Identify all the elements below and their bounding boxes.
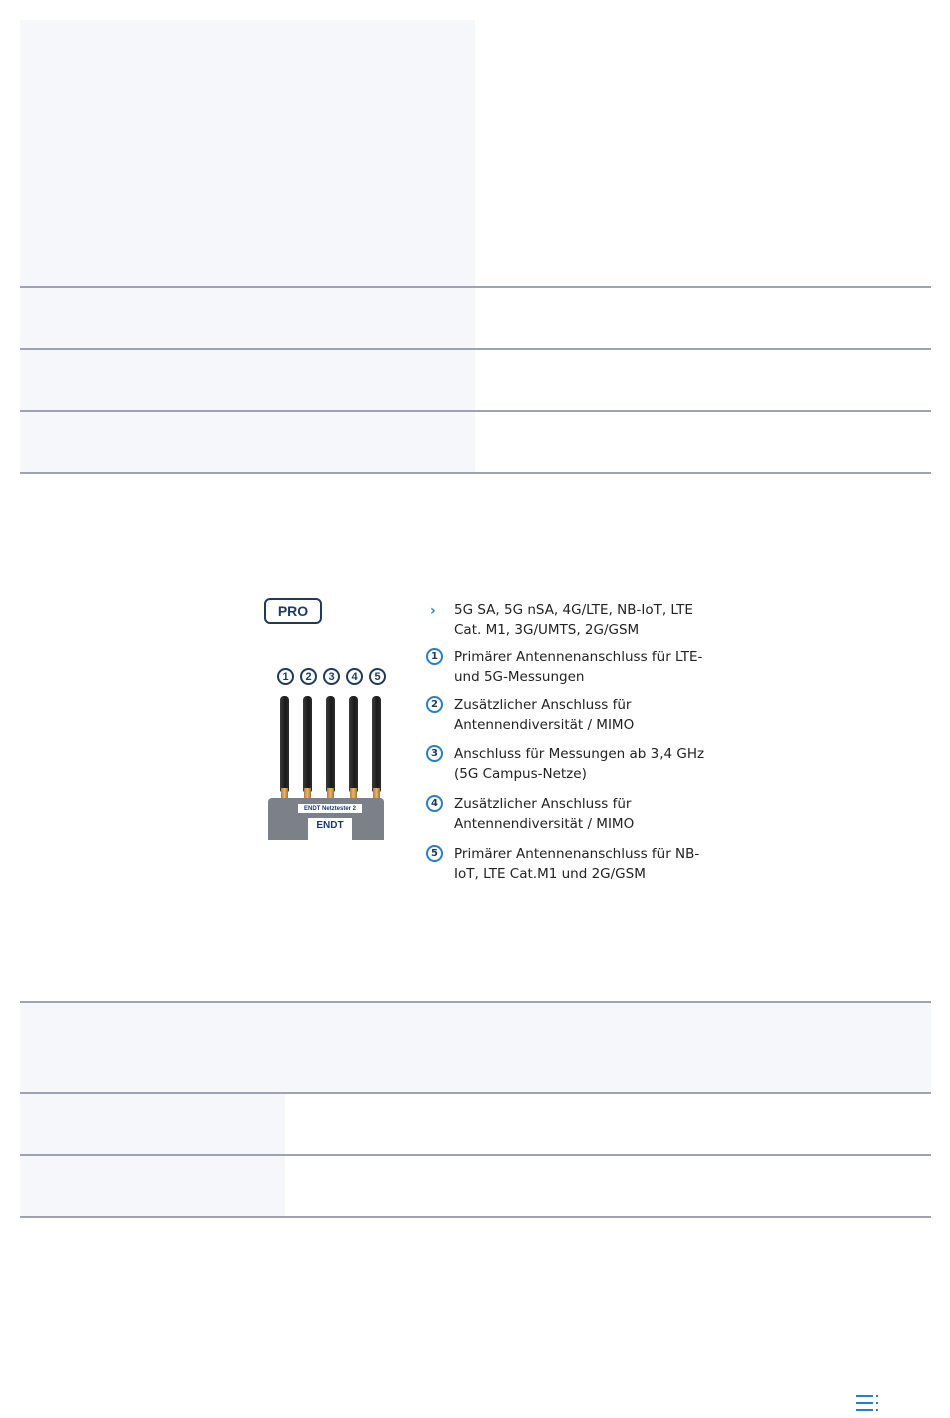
feature-text: Zusätzlicher Anschluss für Antennendiversität / MIMO (454, 796, 635, 832)
port-number-badge: 1 (426, 648, 443, 665)
port-number-label: 1 (277, 668, 294, 685)
port-number-badge: 3 (426, 745, 443, 762)
table-row-label-cell (20, 350, 475, 410)
antenna (280, 696, 289, 792)
device-model: Netztester 2 (322, 805, 357, 812)
feature-text: 5G SA, 5G nSA, 4G/LTE, NB-IoT, LTE Cat. M1, 3G/UMTS, 2G/GSM (454, 602, 693, 638)
table-divider (20, 472, 931, 474)
table-row-label-cell (20, 1094, 285, 1154)
device-label (298, 804, 362, 813)
port-number-label: 5 (369, 668, 386, 685)
antenna-device-image (264, 668, 388, 840)
feature-text: Anschluss für Messungen ab 3,4 GHz (5G Campus-Netze) (454, 746, 705, 782)
antenna (372, 696, 381, 792)
port-number-label: 4 (346, 668, 363, 685)
feature-text: Primärer Antennenanschluss für NB-IoT, LTE Cat.M1 und 2G/GSM (454, 846, 700, 882)
feature-text: Primärer Antennenanschluss für LTE- und 5G-Messungen (454, 649, 703, 685)
table-row-label-cell (20, 1156, 285, 1216)
pro-badge: PRO (264, 598, 322, 624)
antenna (303, 696, 312, 792)
port-number-label: 3 (323, 668, 340, 685)
table-bottom-header-cell (20, 1003, 931, 1092)
device-brand: ENDT (303, 805, 321, 812)
device-screen: ENDT (308, 818, 352, 840)
port-number-badge: 2 (426, 696, 443, 713)
antenna (326, 696, 335, 792)
chevron-right-icon: › (430, 603, 436, 619)
antenna (349, 696, 358, 792)
table-top-header-cell (20, 20, 475, 287)
feature-text: Zusätzlicher Anschluss für Antennendiversität / MIMO (454, 697, 635, 733)
table-divider (20, 1216, 931, 1218)
port-number-badge: 5 (426, 845, 443, 862)
list-menu-icon[interactable] (856, 1393, 880, 1413)
table-row-label-cell (20, 288, 475, 348)
port-number-label: 2 (300, 668, 317, 685)
port-number-badge: 4 (426, 795, 443, 812)
table-row-label-cell (20, 412, 475, 472)
